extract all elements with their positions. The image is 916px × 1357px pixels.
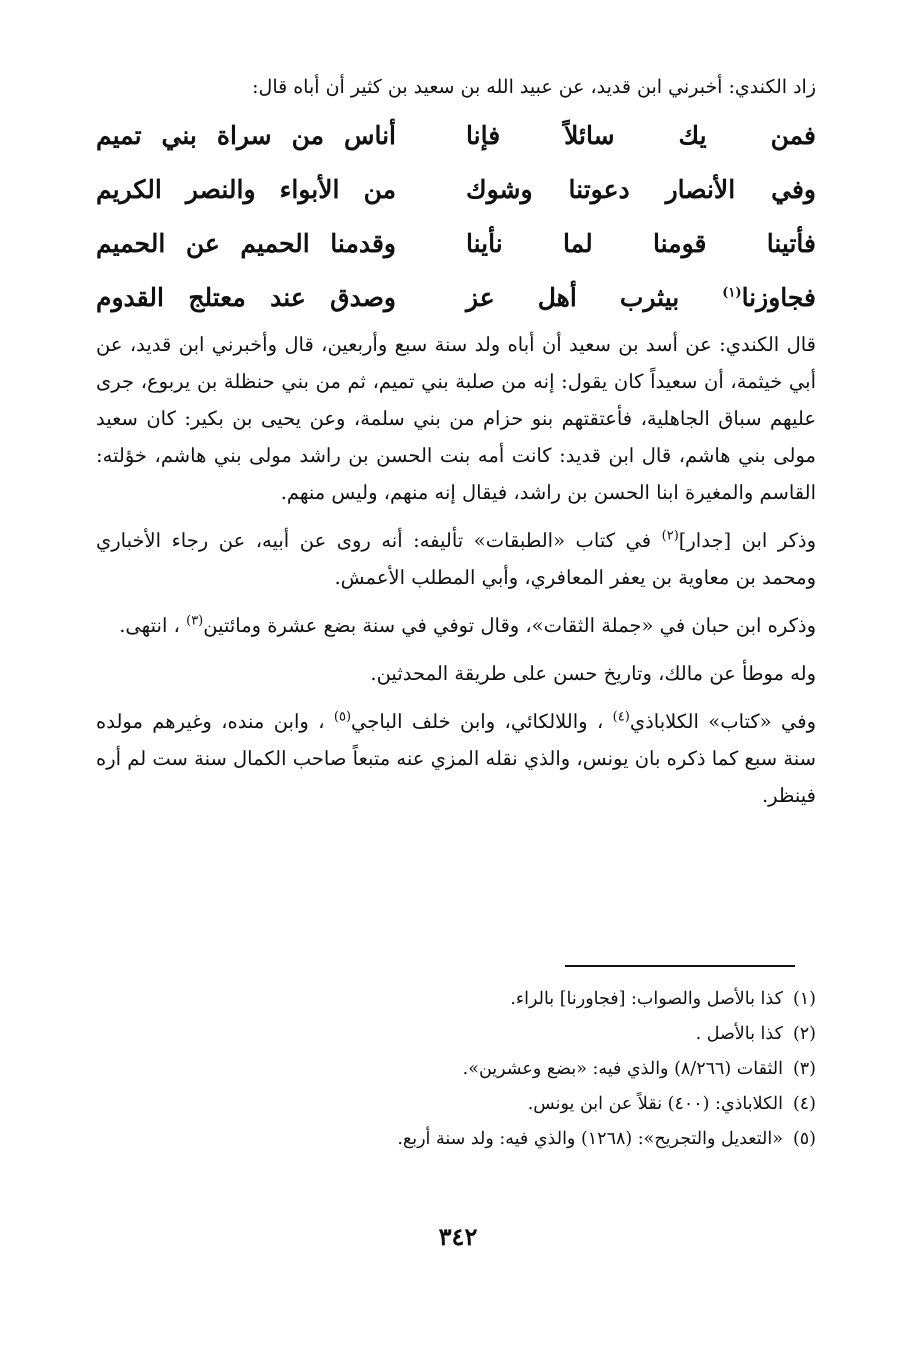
footnote-number: (٣) [792, 1059, 816, 1079]
verse-1 [96, 108, 816, 162]
paragraph-5 [96, 703, 816, 814]
footnotes [96, 982, 816, 1157]
paragraph-4: وله موطأ عن مالك، وتاريخ حسن على طريقة المحدثين. [370, 662, 816, 685]
paragraph-2-text-a: وذكر ابن [جدار] [678, 529, 816, 552]
footnote-text: «التعديل والتجريح»: (١٢٦٨) والذي فيه: ولد سنة أربع. [397, 1129, 783, 1149]
verse-2-first-hemistich: وفي الأنصار دعوتنا وشوك [466, 174, 816, 204]
footnote-3 [96, 1052, 816, 1087]
footnote-ref-1: (١) [722, 285, 742, 301]
footnote-ref-5: (٥) [333, 709, 352, 725]
verse-3-first-hemistich: فأتينا قومنا لما نأينا [466, 228, 816, 258]
footnote-text: الثقات (٨/٢٦٦) والذي فيه: «بضع وعشرين». [462, 1059, 783, 1079]
paragraph-3 [96, 607, 816, 644]
verse-1-second-hemistich: أناس من سراة بني تميم [96, 120, 396, 150]
verse-4-second-hemistich: وصدق عند معتلج القدوم [96, 282, 396, 312]
footnote-number: (٤) [792, 1094, 816, 1114]
footnote-text: كذا بالأصل . [695, 1024, 783, 1044]
verse-4 [96, 270, 816, 324]
paragraph-5-text-c: ، وابن منده، وغيرهم مولده سنة سبع كما ذكره بان يونس، والذي نقله المزي عنه متبعاً صاحب الكمال سنة ست لم أره فينظر. [96, 710, 816, 807]
paragraph-3-text-a: وذكره ابن حبان في «جملة الثقات»، وقال توفي في سنة بضع عشرة ومائتين [203, 614, 816, 637]
intro-line: زاد الكندي: أخبرني ابن قديد، عن عبيد الله بن سعيد بن كثير أن أباه قال: [252, 76, 816, 98]
paragraph-3-text-b: ، انتهى. [119, 614, 187, 637]
verse-4-first-hemistich [466, 283, 816, 312]
footnote-text: الكلاباذي: (٤٠٠) نقلاً عن ابن يونس. [527, 1094, 783, 1114]
footnote-ref-2: (٢) [661, 528, 679, 544]
paragraph-5-text-a: وفي «كتاب» الكلاباذي [629, 710, 817, 733]
body-text [96, 326, 816, 825]
paragraph-5-text-b: ، واللالكائي، وابن خلف الباجي [351, 710, 613, 733]
footnote-1 [96, 982, 816, 1017]
verse-2-second-hemistich: من الأبواء والنصر الكريم [96, 174, 396, 204]
footnote-divider [565, 965, 795, 967]
paragraph-2 [96, 522, 816, 596]
verse-1-first-hemistich: فمن يك سائلاً فإنا [466, 120, 816, 150]
footnote-number: (٥) [792, 1129, 816, 1149]
verse-4-text-a: فجاوزنا [741, 282, 816, 312]
footnote-ref-3: (٣) [186, 613, 204, 629]
footnote-number: (١) [792, 989, 816, 1009]
verse-3-second-hemistich: وقدمنا الحميم عن الحميم [96, 228, 396, 258]
page-number: ٣٤٢ [438, 1222, 478, 1251]
verse-3 [96, 216, 816, 270]
footnote-2 [96, 1017, 816, 1052]
verse-2 [96, 162, 816, 216]
footnote-5 [96, 1122, 816, 1157]
footnote-ref-4: (٤) [612, 709, 630, 725]
verse-4-text-b: بيثرب أهل عز [466, 282, 723, 312]
footnote-4 [96, 1087, 816, 1122]
poem [96, 108, 816, 324]
footnote-text: كذا بالأصل والصواب: [فجاورنا] بالراء. [510, 989, 783, 1009]
paragraph-2-text-b: في كتاب «الطبقات» تأليفه: أنه روى عن أبيه، عن رجاء الأخباري ومحمد بن معاوية بن يعفر المعافري، وأبي المطلب الأعمش. [96, 529, 816, 589]
paragraph-1: قال الكندي: عن أسد بن سعيد أن أباه ولد سنة سبع وأربعين، قال وأخبرني ابن قديد، عن أبي خيثمة، أن سعيداً كان يقول: إنه من صلبة بني تميم، ثم من بني حنظلة بن يربوع، جرى عليهم سباق الجاهلية، فأعتقتهم بنو حزام من بني سلمة، وعن يحيى بن بكير: كان سعيد مولى بني هاشم، قال ابن قديد: كانت أمه بنت الحسن بن راشد مولى بني هاشم، خؤلته: القاسم والمغيرة ابنا الحسن بن راشد، فيقال إنه منهم، وليس منهم. [96, 333, 816, 504]
footnote-number: (٢) [792, 1024, 816, 1044]
